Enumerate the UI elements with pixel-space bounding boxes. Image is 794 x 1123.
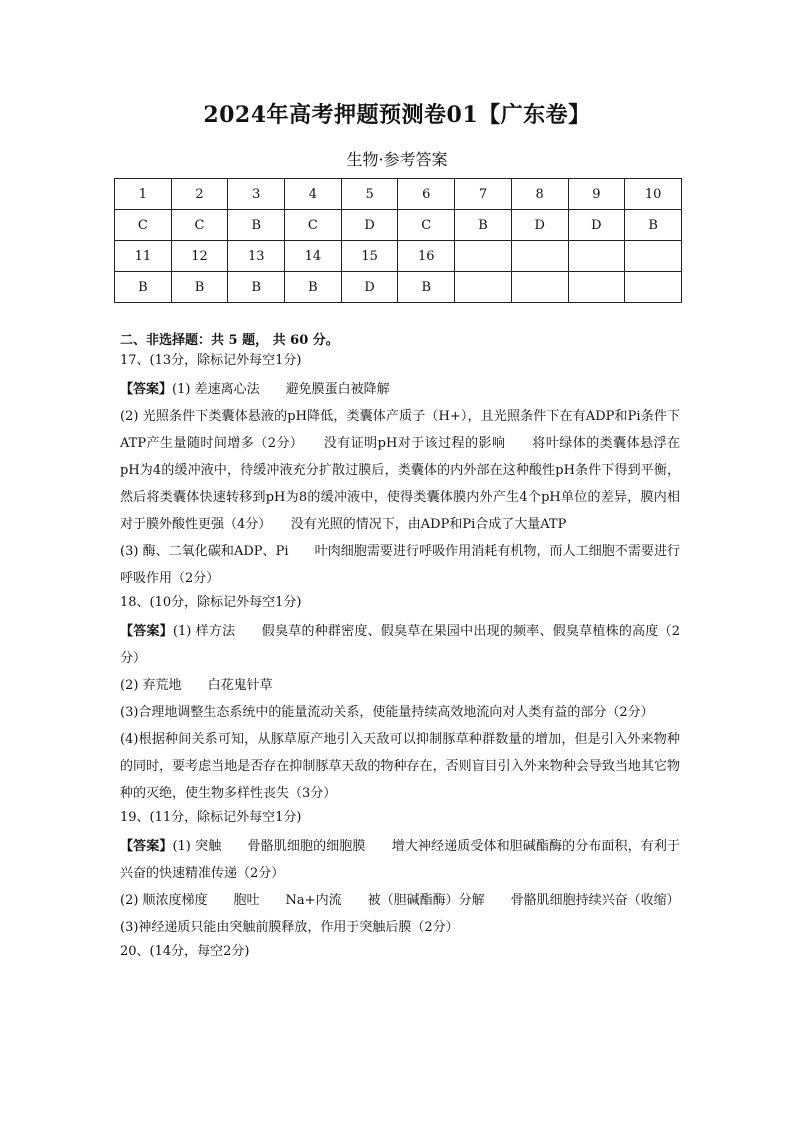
answer-table-cell [455,272,512,303]
answer-table-cell [625,241,682,272]
answer-table-cell: D [511,210,568,241]
q19-1: (1) 突触 骨骼肌细胞的细胞膜 增大神经递质受体和胆碱酯酶的分布面积，有利于兴奋的快速精准传递（2分） [120,839,680,881]
answer-table-cell [511,272,568,303]
q19-part-1 [120,833,680,887]
answer-table-cell [568,241,625,272]
answer-table-cell: B [398,272,455,303]
q18-part-1 [120,618,680,672]
answer-table-cell: 10 [625,179,682,210]
answer-table-cell: 3 [228,179,285,210]
answer-table [114,178,682,303]
answer-body-text [120,332,680,967]
answer-table-row [115,272,682,303]
answer-table-cell: 6 [398,179,455,210]
answer-table-cell: 15 [341,241,398,272]
answer-table-cell: D [341,272,398,303]
q18-part-2 [120,672,680,699]
q17-1a: (1) 差速离心法 [172,382,260,397]
q17-part-3: (3) 酶、二氧化碳和ADP、Pi 叶肉细胞需要进行呼吸作用消耗有机物，而人工细胞不需要进行呼吸作用（2分） [120,544,680,586]
answer-table-cell: B [625,210,682,241]
answer-tag: 【答案】 [120,839,173,854]
answer-tag: 【答案】 [120,624,173,639]
answer-table-cell: B [115,272,172,303]
section-heading: 二、非选择题：共 5 题， 共 60 分。 [120,333,339,348]
page-title: 2024年高考押题预测卷01【广东卷】 [203,102,591,128]
answer-table-cell: 12 [171,241,228,272]
answer-table-cell: B [455,210,512,241]
answer-table-row [115,210,682,241]
q18-part-4: (4)根据种间关系可知，从豚草原产地引入天敌可以抑制豚草种群数量的增加，但是引入外来物种的同时，要考虑当地是否存在抑制豚草天敌的物种存在，否则盲目引入外来物种会导致当地其它物种的灭绝，使生物多样性丧失（3分） [120,732,680,801]
answer-table-cell [625,272,682,303]
answer-table-cell: 14 [285,241,342,272]
q17-1b: 避免膜蛋白被降解 [285,382,390,397]
q17-heading: 17、(13分，除标记外每空1分) [120,353,302,368]
q17-part-2: (2) 光照条件下类囊体悬液的pH降低，类囊体产质子（H+），且光照条件下在有ADP和Pi条件下ATP产生量随时间增多（2分） 没有证明pH对于该过程的影响 将叶绿体的类囊体悬浮在pH为4的缓冲液中，待缓冲液充分扩散过膜后，类囊体的内外部在这种酸性pH条件下得到平衡，然后将类囊体快速转移到pH为8的缓冲液中，使得类囊体膜内外产生4个pH单位的差异，膜内相对于膜外酸性更强（4分） 没有光照的情况下，由ADP和Pi合成了大量ATP [120,409,680,532]
answer-table-cell: 11 [115,241,172,272]
q18-2b: 白花鬼针草 [207,678,273,693]
q18-heading: 18、(10分，除标记外每空1分) [120,595,302,610]
answer-table-cell [455,241,512,272]
answer-table-cell: B [228,210,285,241]
answer-table-cell: 8 [511,179,568,210]
q18-2a: (2) 弃荒地 [120,678,182,693]
q19-part-2: (2) 顺浓度梯度 胞吐 Na+内流 被（胆碱酯酶）分解 骨骼肌细胞持续兴奋（收缩） [120,893,680,908]
answer-table-cell: C [171,210,228,241]
answer-table-cell [511,241,568,272]
q19-heading: 19、(11分，除标记外每空1分) [120,810,302,825]
answer-table-cell: D [568,210,625,241]
answer-table-row [115,241,682,272]
answer-table-cell: 1 [115,179,172,210]
answer-table-cell: B [228,272,285,303]
q20-heading: 20、(14分，每空2分) [120,944,250,959]
answer-table-cell: D [341,210,398,241]
answer-table-row [115,179,682,210]
answer-table-cell: 5 [341,179,398,210]
answer-table-cell: 9 [568,179,625,210]
answer-table-cell: 13 [228,241,285,272]
answer-table-cell [568,272,625,303]
answer-table-cell: C [115,210,172,241]
q18-part-3: (3)合理地调整生态系统中的能量流动关系，使能量持续高效地流向对人类有益的部分（2分） [120,705,654,720]
page-subtitle: 生物·参考答案 [346,150,448,169]
q19-part-3: (3)神经递质只能由突触前膜释放，作用于突触后膜（2分） [120,920,459,935]
answer-table-cell: B [171,272,228,303]
answer-table-cell: B [285,272,342,303]
q17-line-1 [120,376,680,403]
answer-table-cell: C [398,210,455,241]
q18-1: (1) 样方法 假臭草的种群密度、假臭草在果园中出现的频率、假臭草植株的高度（2分） [120,624,680,666]
answer-table-cell: 4 [285,179,342,210]
answer-table-cell: 16 [398,241,455,272]
answer-table-cell: C [285,210,342,241]
answer-tag: 【答案】 [120,382,173,397]
answer-table-cell: 2 [171,179,228,210]
answer-table-cell: 7 [455,179,512,210]
